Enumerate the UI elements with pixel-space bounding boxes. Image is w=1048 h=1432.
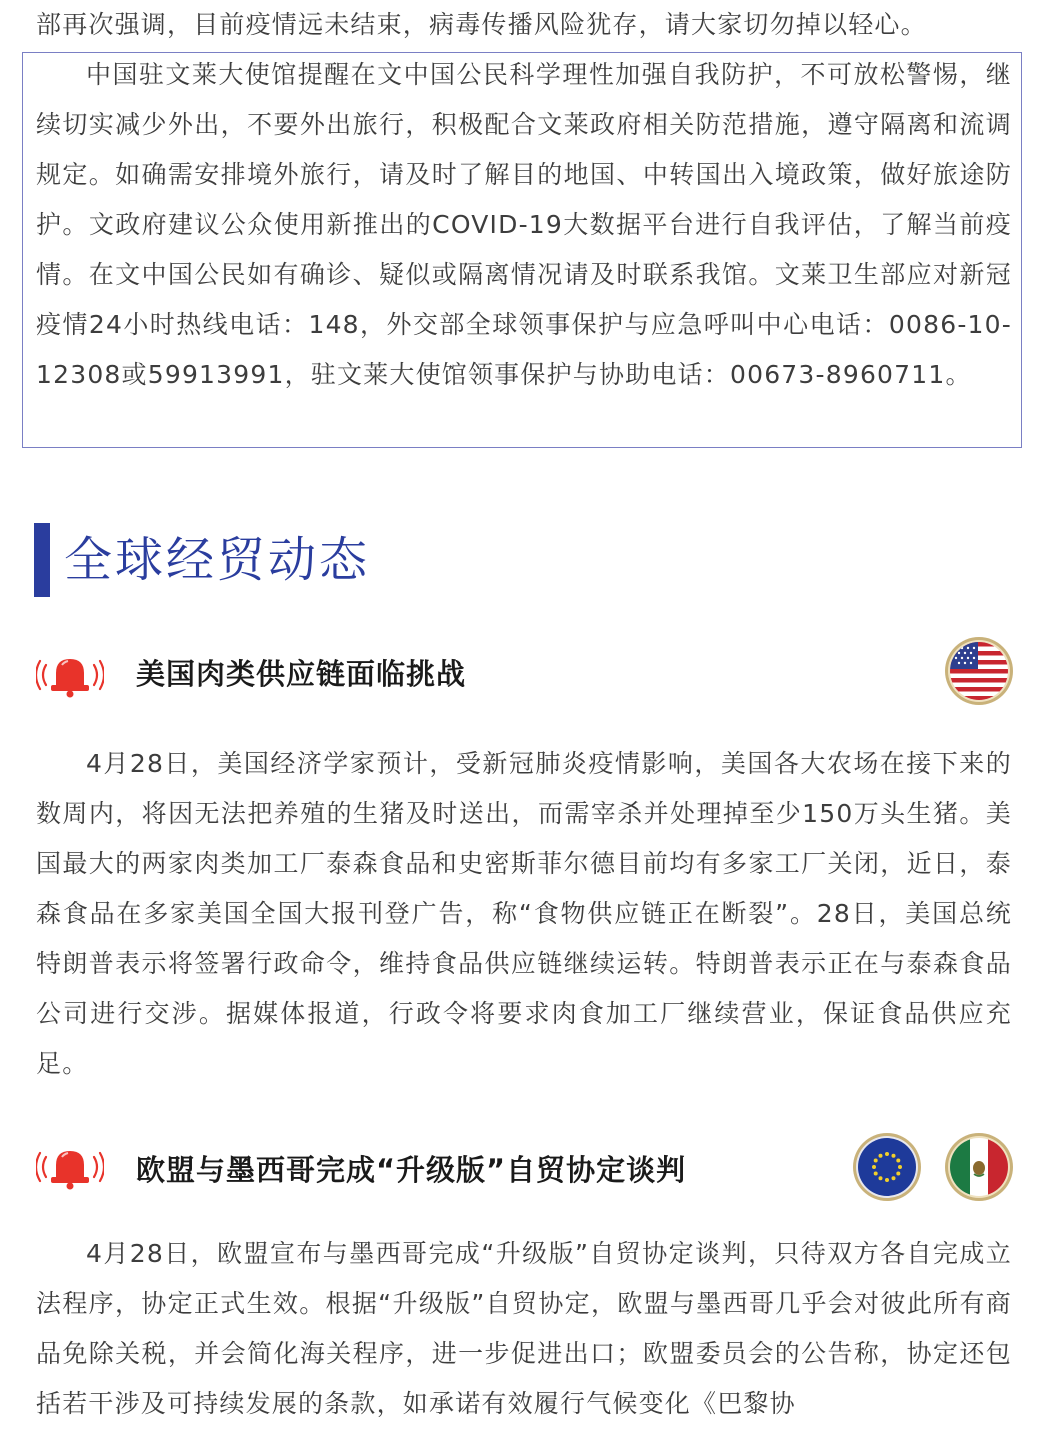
article-headline: 欧盟与墨西哥完成“升级版”自贸协定谈判 [136, 1153, 687, 1187]
mexico-flag-icon [944, 1132, 1014, 1202]
alarm-bell-icon [36, 651, 104, 699]
section-accent-bar [34, 523, 50, 597]
article-body: 4月28日，美国经济学家预计，受新冠肺炎疫情影响，美国各大农场在接下来的数周内，将因无法把养殖的生猪及时送出，而需宰杀并处理掉至少150万头生猪。美国最大的两家肉类加工厂泰森食品和史密斯菲尔德目前均有多家工厂关闭，近日，泰森食品在多家美国全国大报刊登广告，称“食物供应链正在断裂”。28日，美国总统特朗普表示将签署行政命令，维持食品供应链继续运转。特朗普表示正在与泰森食品公司进行交涉。据媒体报道，行政令将要求肉食加工厂继续营业，保证食品供应充足。 [36, 749, 1012, 1078]
article-headline: 美国肉类供应链面临挑战 [136, 657, 467, 691]
section-title: 全球经贸动态 [64, 532, 371, 588]
eu-flag-icon [852, 1132, 922, 1202]
us-flag-icon [944, 636, 1014, 706]
article-body: 4月28日，欧盟宣布与墨西哥完成“升级版”自贸协定谈判，只待双方各自完成立法程序，协定正式生效。根据“升级版”自贸协定，欧盟与墨西哥几乎会对彼此所有商品免除关税，并会简化海关程序，进一步促进出口；欧盟委员会的公告称，协定还包括若干涉及可持续发展的条款，如承诺有效履行气候变化《巴黎协 [36, 1239, 1012, 1418]
intro-continuation-text: 部再次强调，目前疫情远未结束，病毒传播风险犹存，请大家切勿掉以轻心。 [36, 10, 927, 39]
embassy-notice-text: 中国驻文莱大使馆提醒在文中国公民科学理性加强自我防护，不可放松警惕，继续切实减少外出，不要外出旅行，积极配合文莱政府相关防范措施，遵守隔离和流调规定。如确需安排境外旅行，请及时了解目的地国、中转国出入境政策，做好旅途防护。文政府建议公众使用新推出的COVID-19大数据平台进行自我评估，了解当前疫情。在文中国公民如有确诊、疑似或隔离情况请及时联系我馆。文莱卫生部应对新冠疫情24小时热线电话：148，外交部全球领事保护与应急呼叫中心电话：0086-10-12308或59913991，驻文莱大使馆领事保护与协助电话：00673-8960711。 [36, 60, 1012, 389]
alarm-bell-icon [36, 1143, 104, 1191]
